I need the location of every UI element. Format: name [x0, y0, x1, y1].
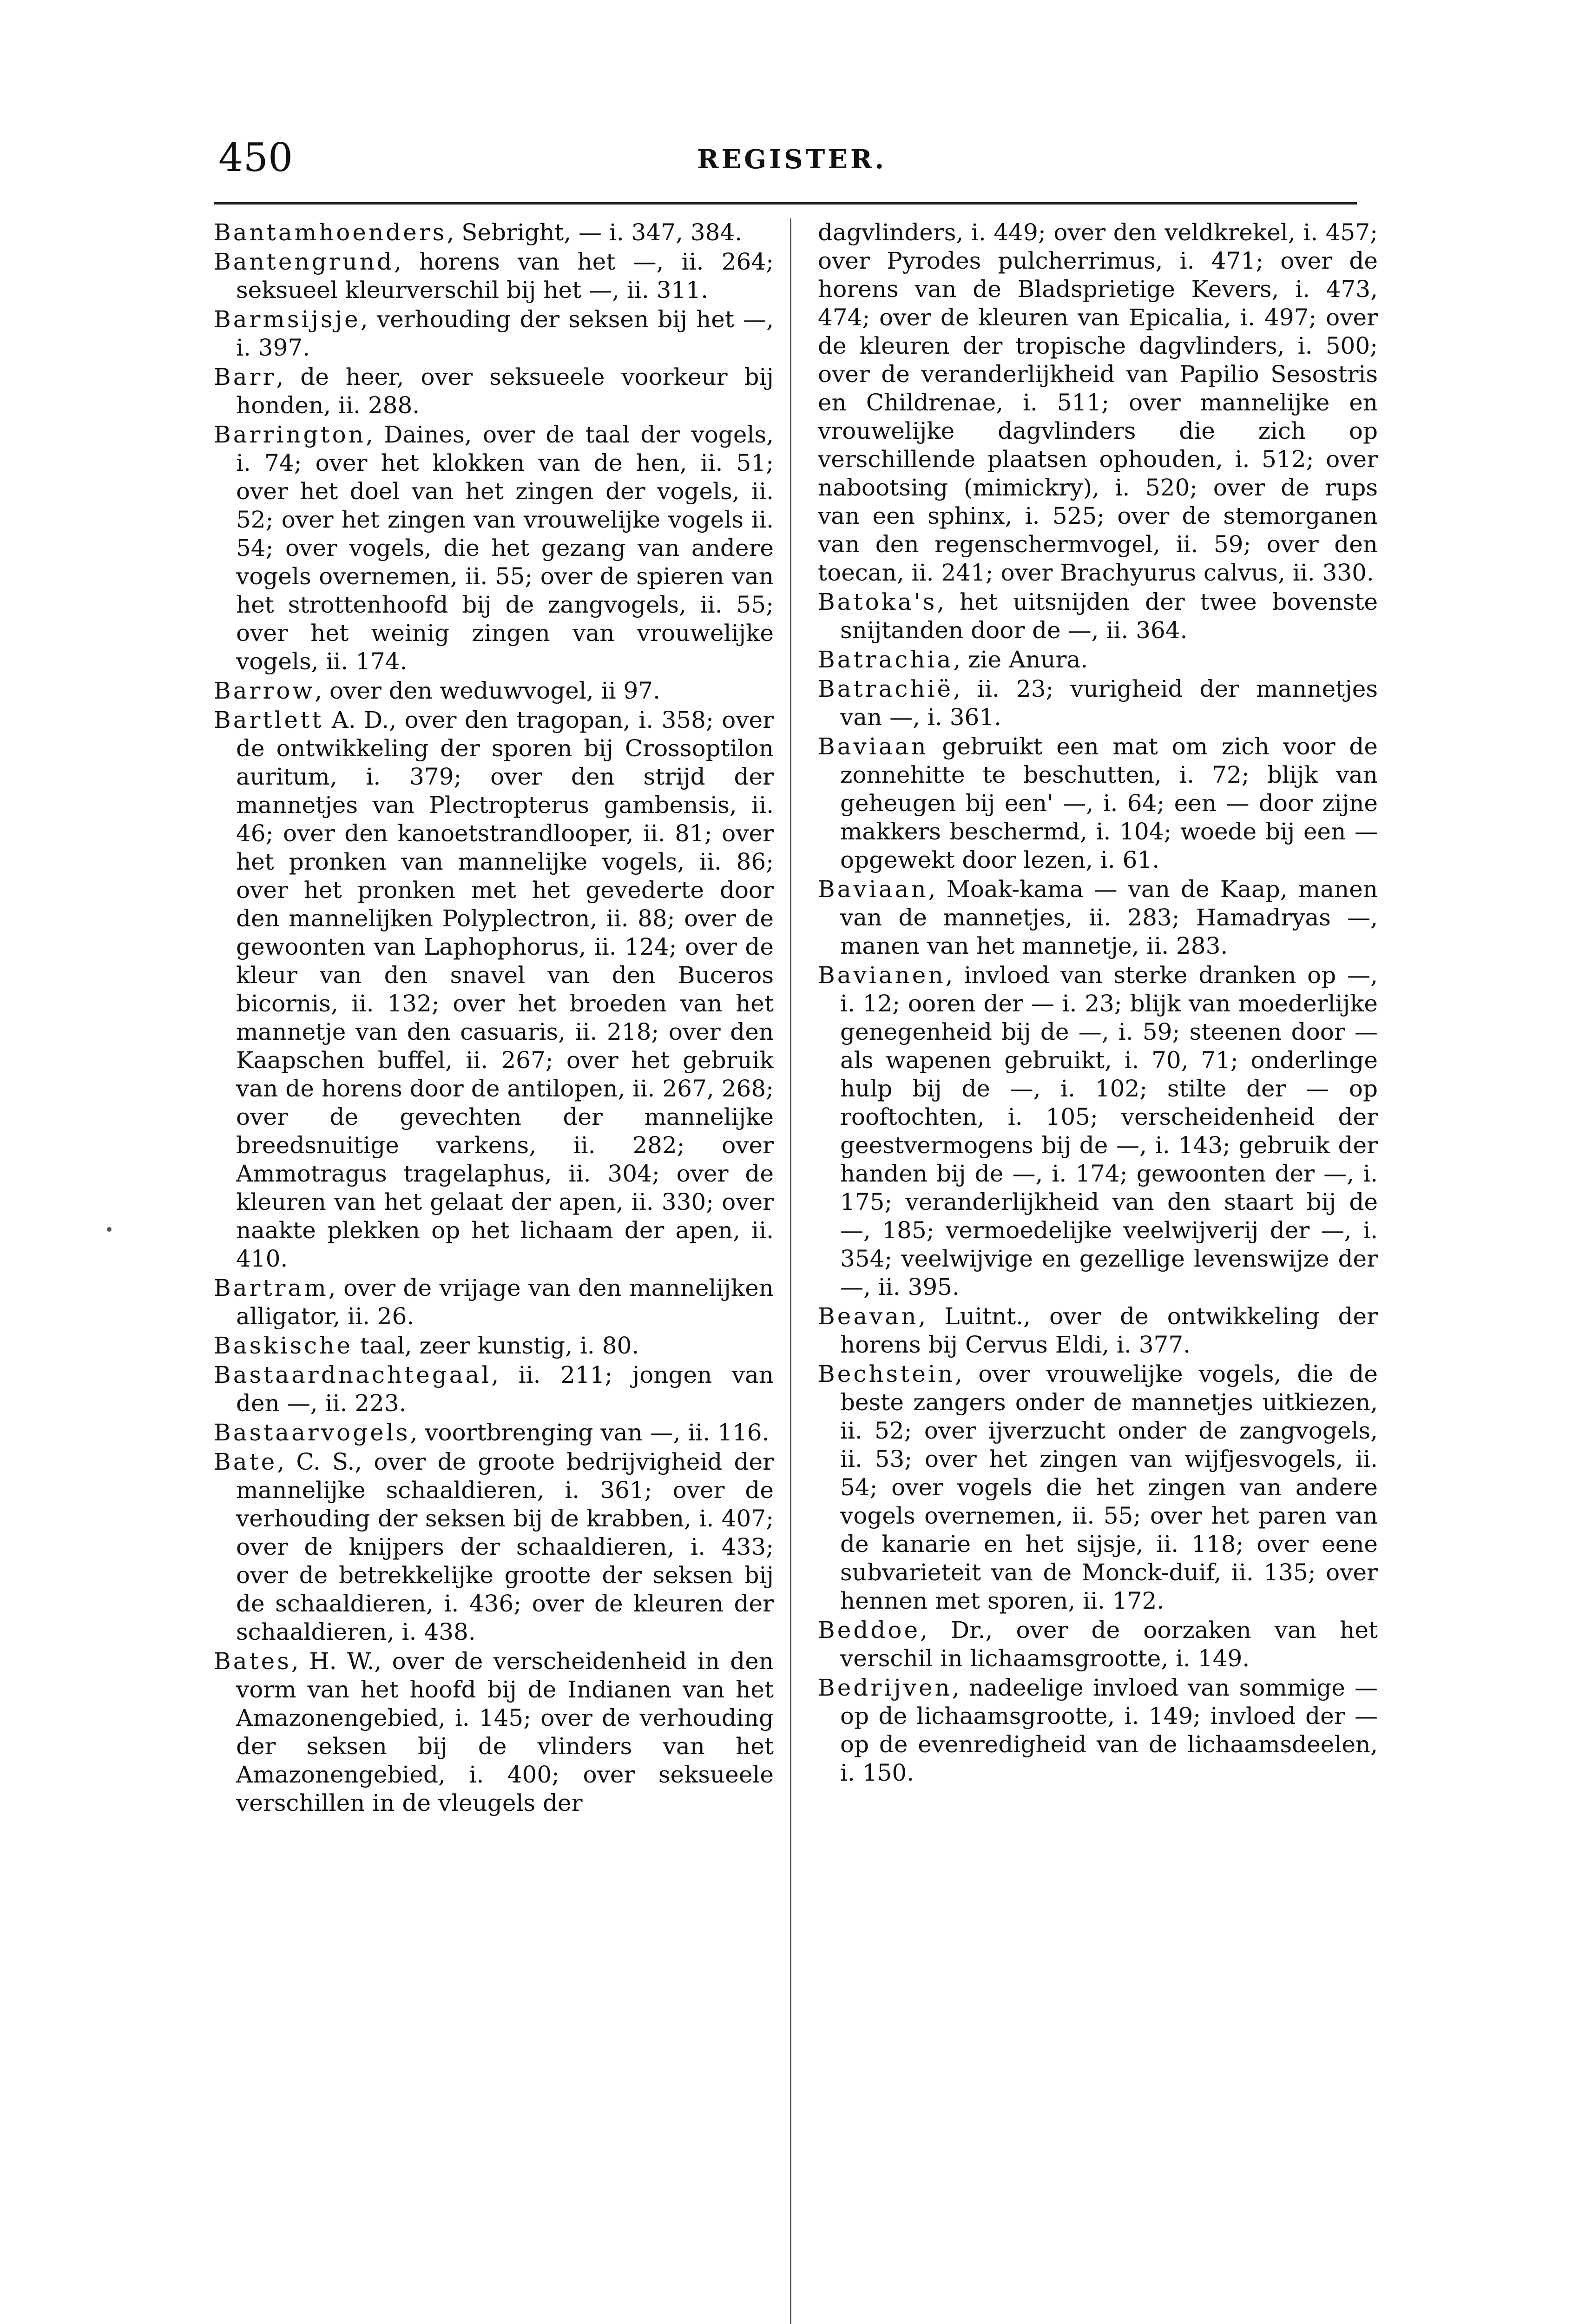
- index-entry: [214, 248, 774, 304]
- entry-text: , Luitnt., over de ontwikkeling der horens bij Cervus Eldi, i. 377.: [840, 1303, 1378, 1358]
- entry-text: , Sebright, — i. 347, 384.: [447, 219, 743, 246]
- running-head: REGISTER.: [697, 144, 887, 175]
- index-entry: [214, 677, 774, 705]
- entry-head: Bates: [214, 1648, 291, 1675]
- column-divider: [790, 218, 791, 2324]
- entry-text: , C. S., over de groote bedrijvigheid der mannelijke schaaldieren, i. 361; over de verhouding der seksen bij de krabben, i. 407; over de knijpers der schaaldieren, i. 433; over de betrekkelijke grootte der seksen bij de schaaldieren, i. 436; over de kleuren der schaaldieren, i. 438.: [236, 1448, 774, 1645]
- entry-head: Bartram: [214, 1274, 329, 1301]
- entry-text: gebruikt een mat om zich voor de zonnehitte te beschutten, i. 72; blijk van geheugen bij een' —, i. 64; een — door zijne makkers beschermd, i. 104; woede bij een — opgewekt door lezen, i. 61.: [840, 733, 1378, 873]
- entry-head: Bastaarvogels: [214, 1419, 410, 1446]
- index-entry: [214, 1647, 774, 1817]
- entry-head: Bantamhoenders: [214, 219, 447, 246]
- entry-text: , de heer, over seksueele voorkeur bij honden, ii. 288.: [236, 363, 774, 419]
- entry-text: , Daines, over de taal der vogels, i. 74; over het klokken van de hen, ii. 51; over het doel van het zingen der vogels, ii. 52; over het zingen van vrouwelijke vogels ii. 54; over vogels, die het gezang van andere vogels overnemen, ii. 55; over de spieren van het strottenhoofd bij de zangvogels, ii. 55; over het weinig zingen van vrouwelijke vogels, ii. 174.: [236, 421, 774, 675]
- entry-text: , H. W., over de verscheidenheid in den vorm van het hoofd bij de Indianen van het Amazonengebied, i. 145; over de verhouding der seksen bij de vlinders van het Amazonengebied, i. 400; over seksueele verschillen in de vleugels der: [236, 1648, 774, 1816]
- right-column: [818, 218, 1378, 2324]
- entry-text: , Moak-kama — van de Kaap, manen van de mannetjes, ii. 283; Hamadryas —, manen van het mannetje, ii. 283.: [840, 876, 1378, 959]
- entry-text: , over de vrijage van den mannelijken alligator, ii. 26.: [236, 1274, 774, 1330]
- entry-text: , ii. 23; vurigheid der mannetjes van —, i. 361.: [840, 675, 1378, 731]
- entry-head: Bate: [214, 1448, 277, 1475]
- index-entry: [214, 363, 774, 420]
- index-entry: [818, 1302, 1378, 1359]
- entry-text: , ii. 211; jongen van den —, ii. 223.: [236, 1361, 774, 1417]
- entry-head: Barr: [214, 363, 276, 390]
- entry-text: , verhouding der seksen bij het —, i. 397.: [236, 306, 774, 361]
- index-entry: [818, 675, 1378, 732]
- entry-text: , over den weduwvogel, ii 97.: [315, 677, 660, 704]
- entry-text: dagvlinders, i. 449; over den veldkrekel, i. 457; over Pyrodes pulcherrimus, i. 471; over de horens van de Bladsprietige Kevers, i. 473, 474; over de kleuren van Epicalia, i. 497; over de kleuren der tropische dagvlinders, i. 500; over de veranderlijkheid van Papilio Sesostris en Childrenae, i. 511; over mannelijke en vrouwelijke dagvlinders die zich op verschillende plaatsen ophouden, i. 512; over nabootsing (mimickry), i. 520; over de rups van een sphinx, i. 525; over de stemorganen van den regenschermvogel, ii. 59; over den toecan, ii. 241; over Brachyurus calvus, ii. 330.: [818, 219, 1378, 586]
- entry-head: Baviaan: [818, 876, 928, 903]
- index-entry: [214, 1361, 774, 1418]
- index-entry: [214, 1332, 774, 1360]
- index-entry: [214, 218, 774, 247]
- entry-head: Bantengrund: [214, 248, 394, 275]
- index-entry: [214, 1274, 774, 1331]
- entry-text: A. D., over den tragopan, i. 358; over de ontwikkeling der sporen bij Crossoptilon auritum, i. 379; over den strijd der mannetjes van Plectropterus gambensis, ii. 46; over den kanoetstrandlooper, ii. 81; over het pronken van mannelijke vogels, ii. 86; over het pronken met het gevederte door den mannelijken Polyplectron, ii. 88; over de gewoonten van Laphophorus, ii. 124; over de kleur van den snavel van den Buceros bicornis, ii. 132; over het broeden van het mannetje van den casuaris, ii. 218; over den Kaapschen buffel, ii. 267; over het gebruik van de horens door de antilopen, ii. 267, 268; over de gevechten der mannelijke breedsnuitige varkens, ii. 282; over Ammotragus tragelaphus, ii. 304; over de kleuren van het gelaat der apen, ii. 330; over naakte plekken op het lichaam der apen, ii. 410.: [236, 706, 774, 1272]
- print-speck: [107, 1227, 112, 1232]
- index-entry: [818, 588, 1378, 645]
- entry-head: Bedrijven: [818, 1674, 952, 1701]
- entry-head: Batrachië: [818, 675, 954, 702]
- entry-text: , invloed van sterke dranken op —, i. 12; ooren der — i. 23; blijk van moederlijke genegenheid bij de —, i. 59; steenen door — als wapenen gebruikt, i. 70, 71; onderlinge hulp bij de —, i. 102; stilte der — op rooftochten, i. 105; verscheidenheid der geestvermogens bij de —, i. 143; gebruik der handen bij de —, i. 174; gewoonten der —, i. 175; veranderlijkheid van den staart bij de —, 185; vermoedelijke veelwijverij der —, i. 354; veelwijvige en gezellige levenswijze der —, ii. 395.: [840, 962, 1378, 1301]
- entry-text: , zie Anura.: [953, 646, 1088, 673]
- entry-head: Baviaan: [818, 733, 928, 760]
- index-entry: [214, 706, 774, 1273]
- entry-head: Barrow: [214, 677, 315, 704]
- entry-head: Bastaardnachtegaal: [214, 1361, 492, 1388]
- index-entry: [818, 961, 1378, 1301]
- entry-text: , over vrouwelijke vogels, die de beste zangers onder de mannetjes uitkiezen, ii. 52; over ijverzucht onder de zangvogels, ii. 53; over het zingen van wijfjesvogels, ii. 54; over vogels die het zingen van andere vogels overnemen, ii. 55; over het paren van de kanarie en het sijsje, ii. 118; over eene subvarieteit van de Monck-duif, ii. 135; over hennen met sporen, ii. 172.: [840, 1360, 1378, 1614]
- entry-text: , Dr., over de oorzaken van het verschil in lichaamsgrootte, i. 149.: [840, 1617, 1378, 1672]
- entry-head: Batrachia: [818, 646, 954, 673]
- index-entry-continued: [818, 218, 1378, 587]
- entry-head: Barmsijsje: [214, 306, 361, 333]
- index-entry: [214, 305, 774, 362]
- index-entry: [818, 733, 1378, 874]
- entry-head: Bartlett: [214, 706, 324, 733]
- entry-head: Bechstein: [818, 1360, 955, 1387]
- left-column: [214, 218, 774, 2324]
- entry-text: , horens van het —, ii. 264; seksueel kleurverschil bij het —, ii. 311.: [236, 248, 774, 304]
- index-entry: [214, 1419, 774, 1447]
- index-entry: [818, 646, 1378, 674]
- entry-text: , voortbrenging van —, ii. 116.: [410, 1419, 770, 1446]
- index-entry: [818, 875, 1378, 960]
- entry-text: , nadeelige invloed van sommige — op de lichaamsgrootte, i. 149; invloed der — op de evenredigheid van de lichaamsdeelen, i. 150.: [840, 1674, 1378, 1786]
- header-rule: [214, 202, 1357, 205]
- entry-head: Batoka's: [818, 588, 937, 615]
- entry-text: taal, zeer kunstig, i. 80.: [352, 1332, 639, 1359]
- index-entry: [214, 1448, 774, 1646]
- entry-head: Barrington: [214, 421, 366, 448]
- index-entry: [818, 1674, 1378, 1787]
- index-entry: [818, 1616, 1378, 1673]
- entry-text: , het uitsnijden der twee bovenste snijtanden door de —, ii. 364.: [840, 588, 1378, 644]
- index-entry: [214, 421, 774, 676]
- index-entry: [818, 1360, 1378, 1615]
- page-number: 450: [218, 135, 293, 180]
- entry-head: Baskische: [214, 1332, 353, 1359]
- entry-head: Bavianen: [818, 962, 946, 989]
- entry-head: Beddoe: [818, 1617, 921, 1644]
- entry-head: Beavan: [818, 1303, 919, 1330]
